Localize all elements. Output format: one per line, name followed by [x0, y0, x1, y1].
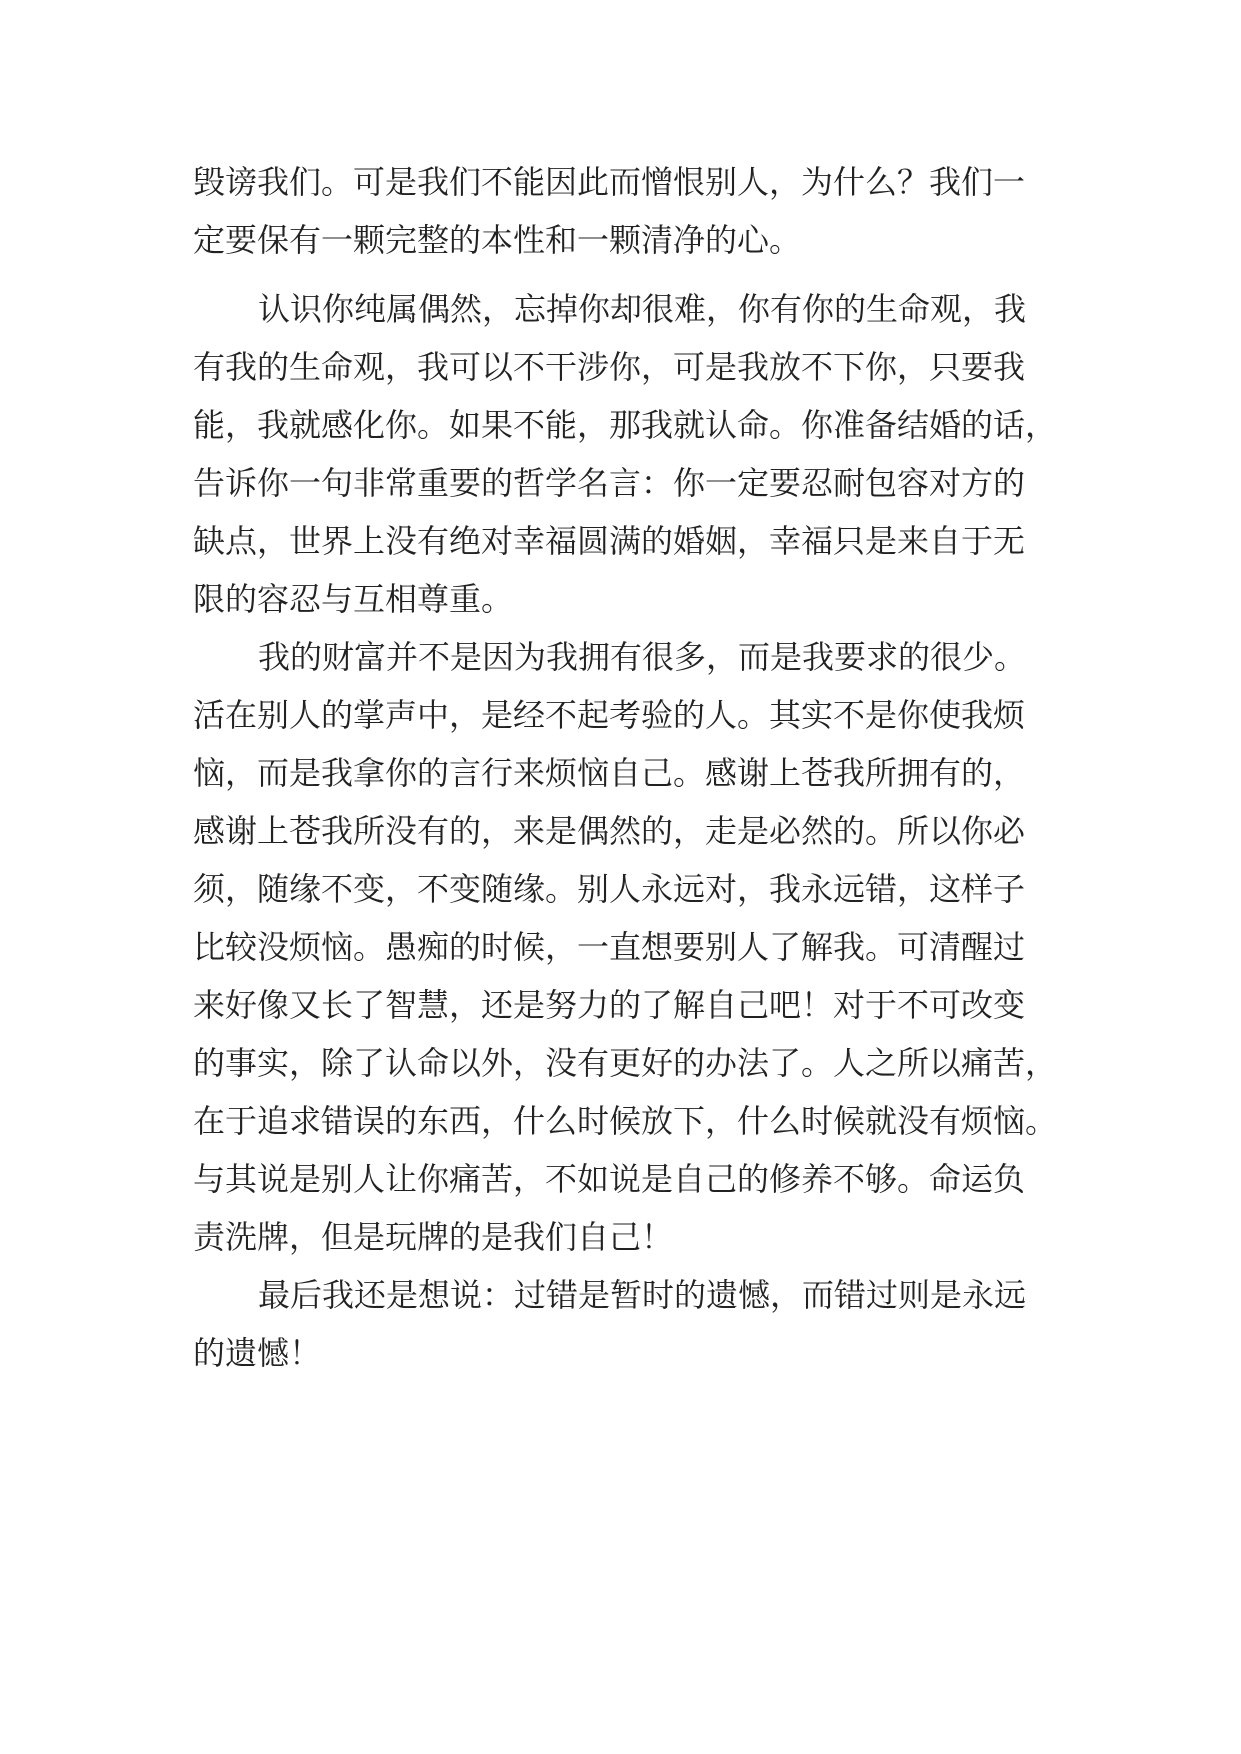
- paragraph-start-line: 认识你纯属偶然，忘掉你却很难，你有你的生命观，我: [258, 290, 1027, 328]
- text-line: 定要保有一颗完整的本性和一颗清净的心。: [193, 221, 802, 259]
- text-line: 毁谤我们。可是我们不能因此而憎恨别人，为什么？我们一: [193, 163, 1026, 201]
- text-line: 感谢上苍我所没有的，来是偶然的，走是必然的。所以你必: [193, 812, 1026, 850]
- text-line: 的遗憾！: [193, 1334, 322, 1372]
- text-line: 有我的生命观，我可以不干涉你，可是我放不下你，只要我: [193, 348, 1026, 386]
- text-line: 能，我就感化你。如果不能，那我就认命。你准备结婚的话，: [193, 406, 1058, 444]
- text-line: 与其说是别人让你痛苦，不如说是自己的修养不够。命运负: [193, 1160, 1026, 1198]
- text-line: 责洗牌，但是玩牌的是我们自己！: [193, 1218, 674, 1256]
- text-line: 的事实，除了认命以外，没有更好的办法了。人之所以痛苦，: [193, 1044, 1058, 1082]
- text-line: 缺点，世界上没有绝对幸福圆满的婚姻，幸福只是来自于无: [193, 522, 1026, 560]
- text-line: 须，随缘不变，不变随缘。别人永远对，我永远错，这样子: [193, 870, 1026, 908]
- text-line: 在于追求错误的东西，什么时候放下，什么时候就没有烦恼。: [193, 1102, 1058, 1140]
- text-line: 来好像又长了智慧，还是努力的了解自己吧！对于不可改变: [193, 986, 1026, 1024]
- text-line: 活在别人的掌声中，是经不起考验的人。其实不是你使我烦: [193, 696, 1026, 734]
- paragraph-start-line: 我的财富并不是因为我拥有很多，而是我要求的很少。: [258, 638, 1027, 676]
- text-line: 恼，而是我拿你的言行来烦恼自己。感谢上苍我所拥有的，: [193, 754, 1026, 792]
- text-line: 告诉你一句非常重要的哲学名言：你一定要忍耐包容对方的: [193, 464, 1026, 502]
- text-line: 比较没烦恼。愚痴的时候，一直想要别人了解我。可清醒过: [193, 928, 1026, 966]
- paragraph-start-line: 最后我还是想说：过错是暂时的遗憾，而错过则是永远: [258, 1276, 1027, 1314]
- text-line: 限的容忍与互相尊重。: [193, 580, 514, 618]
